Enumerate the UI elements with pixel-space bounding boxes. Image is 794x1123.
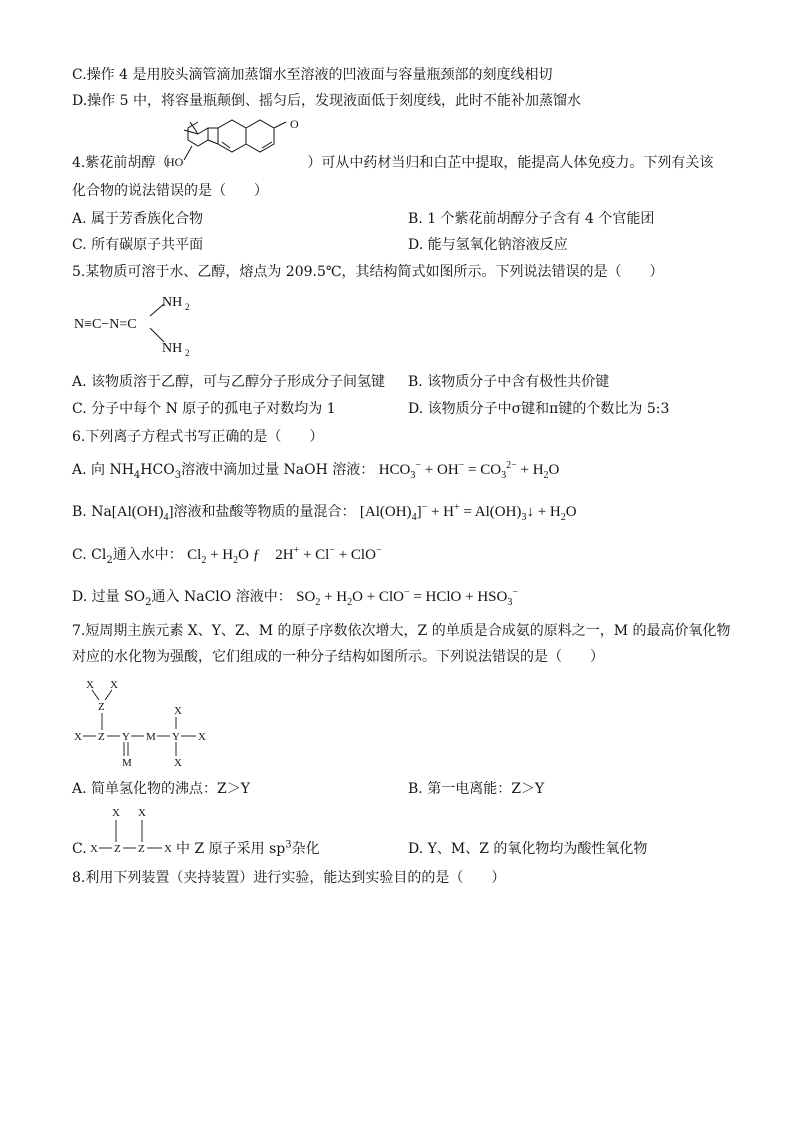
q7-option-c-text: 中 Z 原子采用 $sp^3$杂化 (176, 839, 320, 857)
svg-text:M: M (146, 731, 156, 743)
q7-c-structure-diagram (88, 804, 178, 860)
q4-option-b: B. 1 个紫花前胡醇分子含有 4 个官能团 (408, 211, 655, 227)
svg-text:Z: Z (138, 843, 145, 855)
svg-text:X: X (138, 807, 146, 819)
q6-c-equation: $Cl_2 + H_2O$ ƒ 2H+ + Cl− + ClO− (187, 545, 382, 566)
q7-stem-line2: 对应的水化物为强酸，它们组成的一种分子结构如图所示。下列说法错误的是（ ） (72, 649, 604, 665)
q6-option-b: B. $Na[Al(OH)_4]$溶液和盐酸等物质的量混合： $[Al(OH)_4]^- + H^+$ = $Al(OH)_3↓ + H_2O$ (72, 502, 577, 523)
q5-nh2-top-sub: 2 (185, 302, 190, 312)
q6-d-equation: $SO_2 + H_2O + ClO^-$ = HClO + $HSO_3^-$ (296, 587, 518, 608)
svg-text:Y: Y (122, 731, 130, 743)
q6-option-c: C. $Cl_2$通入水中： $Cl_2 + H_2O$ ƒ 2H+ + Cl− + ClO− (72, 545, 382, 566)
q4-structure-diagram (162, 114, 322, 174)
q7-option-b: B. 第一电离能：Z＞Y (408, 781, 545, 797)
q4-option-a: A. 属于芳香族化合物 (72, 211, 204, 227)
q7-option-a: A. 简单氢化物的沸点：Z＞Y (72, 781, 250, 797)
svg-text:Y: Y (172, 731, 180, 743)
q4-stem-line2: 化合物的说法错误的是（ ） (72, 183, 268, 199)
q5-stem: 5.某物质可溶于水、乙醇，熔点为 209.5℃，其结构简式如图所示。下列说法错误的是（ ） (72, 264, 664, 280)
svg-text:M: M (122, 757, 132, 769)
q5-option-a: A. 该物质溶于乙醇，可与乙醇分子形成分子间氢键 (72, 374, 386, 390)
q3-option-d: D.操作 5 中，将容量瓶颠倒、摇匀后，发现液面低于刻度线，此时不能补加蒸馏水 (72, 93, 581, 109)
q4-option-c: C. 所有碳原子共平面 (72, 237, 204, 253)
q4-struct-o-label: O (290, 117, 299, 131)
q6-stem: 6.下列离子方程式书写正确的是（ ） (72, 429, 324, 445)
svg-text:Z: Z (98, 731, 105, 743)
q7-stem-line1: 7.短周期主族元素 X、Y、Z、M 的原子序数依次增大，Z 的单质是合成氨的原料之一，M 的最高价氧化物 (72, 623, 731, 639)
q5-structure-diagram (72, 288, 202, 362)
q7-option-c-prefix: C. (72, 841, 87, 857)
q5-nh2-bottom: NH (162, 341, 183, 356)
q6-b-equation: $[Al(OH)_4]^- + H^+$ = $Al(OH)_3↓ + H_2O$ (359, 502, 577, 523)
q4-stem-prefix: 4.紫花前胡醇（ (72, 155, 170, 171)
q3-option-c: C.操作 4 是用胶头滴管滴加蒸馏水至溶液的凹液面与容量瓶颈部的刻度线相切 (72, 67, 553, 83)
q6-option-d: D. 过量 $SO_2$通入 NaClO 溶液中： $SO_2 + H_2O + ClO^-$ = HClO + $HSO_3^-$ (72, 587, 518, 608)
q5-nh2-bottom-sub: 2 (185, 348, 190, 358)
q5-nh2-top: NH (162, 295, 183, 310)
q5-struct-chain: N≡C−N=C (74, 317, 137, 332)
svg-text:X: X (164, 843, 172, 855)
svg-text:X: X (198, 731, 206, 743)
svg-text:X: X (112, 807, 120, 819)
q6-option-a: A. 向 $NH_4HCO_3$溶液中滴加过量 NaOH 溶液： $HCO_3^- + OH^- = CO_3^{2-} + H_2O$ (72, 460, 560, 481)
q4-struct-ho-label: HO (166, 155, 184, 169)
q5-option-b: B. 该物质分子中含有极性共价键 (408, 374, 610, 390)
svg-text:X: X (110, 679, 118, 691)
svg-text:Z: Z (114, 843, 121, 855)
q4-stem-suffix: ）可从中药材当归和白芷中提取，能提高人体免疫力。下列有关该 (307, 155, 714, 171)
q5-option-d: D. 该物质分子中σ键和π键的个数比为 5:3 (408, 401, 670, 417)
q4-option-d: D. 能与氢氧化钠溶液反应 (408, 237, 568, 253)
q8-stem: 8.利用下列装置（夹持装置）进行实验，能达到实验目的的是（ ） (72, 870, 506, 886)
q6-a-equation: $HCO_3^- + OH^- = CO_3^{2-} + H_2O$ (378, 460, 560, 481)
svg-text:X: X (174, 757, 182, 769)
svg-text:Z: Z (98, 701, 105, 713)
q5-option-c: C. 分子中每个 N 原子的孤电子对数均为 1 (72, 401, 336, 417)
svg-text:X: X (174, 705, 182, 717)
svg-text:X: X (74, 731, 82, 743)
q7-structure-diagram (72, 676, 222, 770)
q7-option-d: D. Y、M、Z 的氧化物均为酸性氧化物 (408, 841, 648, 857)
svg-text:X: X (86, 679, 94, 691)
svg-text:X: X (90, 843, 98, 855)
